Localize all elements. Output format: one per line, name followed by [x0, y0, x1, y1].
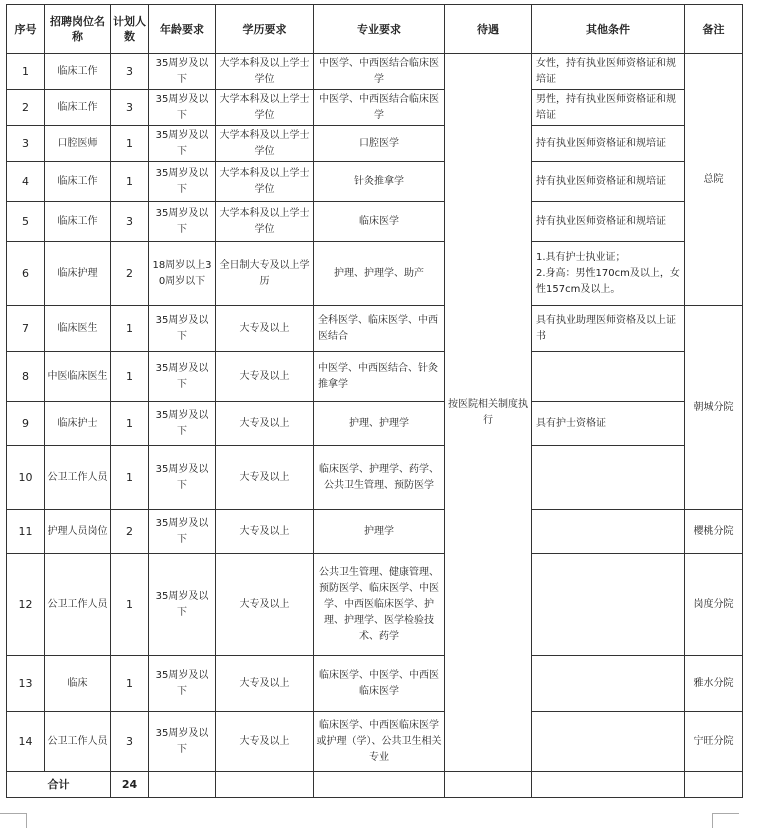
- header-row: [7, 5, 743, 54]
- row-count: 3: [111, 90, 149, 126]
- row-age: 35周岁及以下: [149, 54, 216, 90]
- table-row: [7, 402, 743, 446]
- row-no: 11: [7, 510, 45, 554]
- row-major: 针灸推拿学: [314, 162, 445, 202]
- row-edu: 大学本科及以上学士学位: [216, 54, 314, 90]
- empty-cell: [216, 772, 314, 798]
- header-edu: 学历要求: [216, 5, 314, 54]
- page-corner-mark: [0, 813, 27, 828]
- row-edu: 全日制大专及以上学历: [216, 242, 314, 306]
- table-row: [7, 510, 743, 554]
- row-age: 35周岁及以下: [149, 446, 216, 510]
- page-corner-mark: [712, 813, 739, 828]
- row-age: 35周岁及以下: [149, 656, 216, 712]
- row-major: 中医学、中西医结合临床医学: [314, 54, 445, 90]
- header-age: 年龄要求: [149, 5, 216, 54]
- row-major: 临床医学、中医学、中西医临床医学: [314, 656, 445, 712]
- row-age: 35周岁及以下: [149, 90, 216, 126]
- table-row: [7, 352, 743, 402]
- row-no: 13: [7, 656, 45, 712]
- row-post: 护理人员岗位: [45, 510, 111, 554]
- row-count: 1: [111, 554, 149, 656]
- row-post: 临床工作: [45, 162, 111, 202]
- remark-cell: 宁旺分院: [685, 712, 743, 772]
- row-age: 35周岁及以下: [149, 162, 216, 202]
- row-major: 临床医学、中西医临床医学或护理（学）、公共卫生相关专业: [314, 712, 445, 772]
- row-age: 35周岁及以下: [149, 554, 216, 656]
- empty-cell: [149, 772, 216, 798]
- row-post: 临床工作: [45, 90, 111, 126]
- row-post: 临床护士: [45, 402, 111, 446]
- row-edu: 大学本科及以上学士学位: [216, 90, 314, 126]
- table-row: [7, 90, 743, 126]
- row-other: 具有执业助理医师资格及以上证书: [532, 306, 685, 352]
- row-no: 5: [7, 202, 45, 242]
- remark-cell: 樱桃分院: [685, 510, 743, 554]
- row-other: 女性，持有执业医师资格证和规培证: [532, 54, 685, 90]
- row-post: 公卫工作人员: [45, 446, 111, 510]
- row-count: 1: [111, 306, 149, 352]
- header-count: 计划人数: [111, 5, 149, 54]
- empty-cell: [685, 772, 743, 798]
- empty-cell: [445, 772, 532, 798]
- total-count: 24: [111, 772, 149, 798]
- row-post: 临床: [45, 656, 111, 712]
- row-major: 口腔医学: [314, 126, 445, 162]
- row-count: 1: [111, 352, 149, 402]
- header-major: 专业要求: [314, 5, 445, 54]
- row-post: 临床工作: [45, 54, 111, 90]
- table-row: [7, 126, 743, 162]
- row-major: 护理、护理学、助产: [314, 242, 445, 306]
- row-age: 35周岁及以下: [149, 712, 216, 772]
- row-no: 3: [7, 126, 45, 162]
- row-count: 3: [111, 54, 149, 90]
- table-row: [7, 656, 743, 712]
- table-row: [7, 54, 743, 90]
- row-edu: 大专及以上: [216, 554, 314, 656]
- row-other: 持有执业医师资格证和规培证: [532, 162, 685, 202]
- row-post: 公卫工作人员: [45, 554, 111, 656]
- row-age: 18周岁以上30周岁以下: [149, 242, 216, 306]
- row-edu: 大专及以上: [216, 402, 314, 446]
- row-age: 35周岁及以下: [149, 306, 216, 352]
- table-row: [7, 306, 743, 352]
- row-count: 1: [111, 126, 149, 162]
- row-count: 1: [111, 656, 149, 712]
- table-row: [7, 712, 743, 772]
- row-age: 35周岁及以下: [149, 510, 216, 554]
- table-row: [7, 554, 743, 656]
- row-no: 12: [7, 554, 45, 656]
- row-count: 2: [111, 510, 149, 554]
- row-count: 3: [111, 202, 149, 242]
- row-count: 1: [111, 162, 149, 202]
- row-post: 公卫工作人员: [45, 712, 111, 772]
- header-no: 序号: [7, 5, 45, 54]
- row-major: 临床医学、护理学、药学、公共卫生管理、预防医学: [314, 446, 445, 510]
- row-other: [532, 656, 685, 712]
- total-row: [7, 772, 743, 798]
- treatment-cell: 按医院相关制度执行: [445, 54, 532, 772]
- row-post: 临床医生: [45, 306, 111, 352]
- row-edu: 大专及以上: [216, 656, 314, 712]
- row-edu: 大学本科及以上学士学位: [216, 202, 314, 242]
- row-count: 1: [111, 446, 149, 510]
- row-other: 具有护士资格证: [532, 402, 685, 446]
- row-major: 中医学、中西医结合、针灸推拿学: [314, 352, 445, 402]
- row-major: 全科医学、临床医学、中西医结合: [314, 306, 445, 352]
- remark-cell: 朝城分院: [685, 306, 743, 510]
- row-other: 男性，持有执业医师资格证和规培证: [532, 90, 685, 126]
- row-major: 公共卫生管理、健康管理、预防医学、临床医学、中医学、中西医临床医学、护理、护理学、医学检验技术、药学: [314, 554, 445, 656]
- row-age: 35周岁及以下: [149, 402, 216, 446]
- row-major: 护理、护理学: [314, 402, 445, 446]
- row-age: 35周岁及以下: [149, 202, 216, 242]
- empty-cell: [532, 772, 685, 798]
- row-other: [532, 446, 685, 510]
- row-other: [532, 712, 685, 772]
- row-no: 4: [7, 162, 45, 202]
- row-edu: 大专及以上: [216, 446, 314, 510]
- row-no: 6: [7, 242, 45, 306]
- row-no: 1: [7, 54, 45, 90]
- row-post: 口腔医师: [45, 126, 111, 162]
- row-age: 35周岁及以下: [149, 126, 216, 162]
- total-label: 合计: [7, 772, 111, 798]
- row-other: [532, 352, 685, 402]
- table-row: [7, 162, 743, 202]
- row-post: 临床护理: [45, 242, 111, 306]
- row-no: 9: [7, 402, 45, 446]
- row-count: 1: [111, 402, 149, 446]
- row-edu: 大专及以上: [216, 306, 314, 352]
- row-other: 1.具有护士执业证； 2.身高：男性170cm及以上，女性157cm及以上。: [532, 242, 685, 306]
- row-no: 14: [7, 712, 45, 772]
- row-count: 2: [111, 242, 149, 306]
- header-treatment: 待遇: [445, 5, 532, 54]
- table-row: [7, 242, 743, 306]
- empty-cell: [314, 772, 445, 798]
- row-edu: 大学本科及以上学士学位: [216, 126, 314, 162]
- row-no: 2: [7, 90, 45, 126]
- header-other: 其他条件: [532, 5, 685, 54]
- row-age: 35周岁及以下: [149, 352, 216, 402]
- row-no: 10: [7, 446, 45, 510]
- row-edu: 大专及以上: [216, 712, 314, 772]
- remark-cell: 总院: [685, 54, 743, 306]
- row-edu: 大学本科及以上学士学位: [216, 162, 314, 202]
- remark-cell: 雅水分院: [685, 656, 743, 712]
- row-no: 7: [7, 306, 45, 352]
- row-post: 中医临床医生: [45, 352, 111, 402]
- row-other: 持有执业医师资格证和规培证: [532, 126, 685, 162]
- recruitment-table: [6, 4, 743, 798]
- row-major: 护理学: [314, 510, 445, 554]
- row-edu: 大专及以上: [216, 352, 314, 402]
- row-other: 持有执业医师资格证和规培证: [532, 202, 685, 242]
- header-remark: 备注: [685, 5, 743, 54]
- table-row: [7, 446, 743, 510]
- header-post: 招聘岗位名称: [45, 5, 111, 54]
- row-no: 8: [7, 352, 45, 402]
- row-other: [532, 554, 685, 656]
- row-count: 3: [111, 712, 149, 772]
- row-major: 中医学、中西医结合临床医学: [314, 90, 445, 126]
- table-row: [7, 202, 743, 242]
- remark-cell: 岗度分院: [685, 554, 743, 656]
- row-post: 临床工作: [45, 202, 111, 242]
- row-edu: 大专及以上: [216, 510, 314, 554]
- row-other: [532, 510, 685, 554]
- row-major: 临床医学: [314, 202, 445, 242]
